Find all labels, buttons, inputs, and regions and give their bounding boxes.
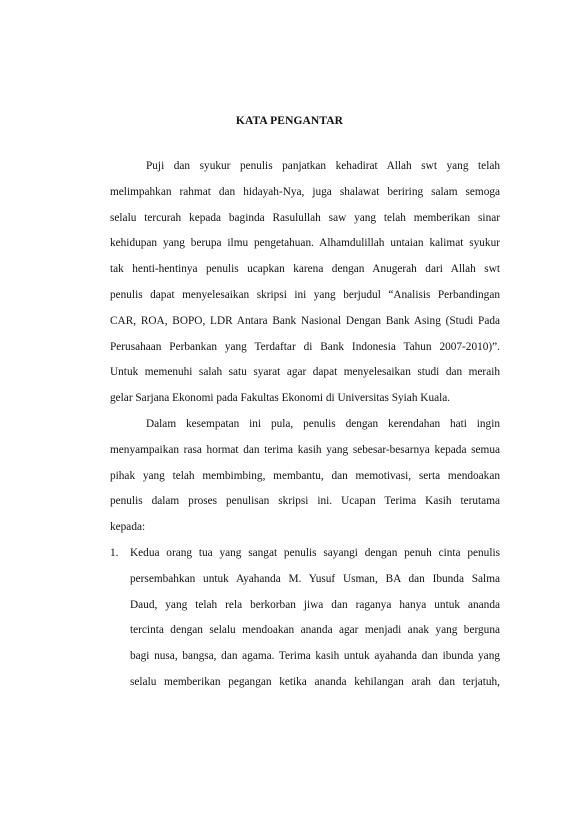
text-line: Untuk memenuhi salah satu syarat agar dapat menyelesaikan studi dan meraih <box>110 366 500 379</box>
text-line: penulis dapat menyelesaikan skripsi ini yang berjudul “Analisis Perbandingan <box>110 288 500 301</box>
text-line: kehidupan yang berupa ilmu pengetahuan. Alhamdulillah untaian kalimat syukur <box>110 237 500 250</box>
text-line: selalu tercurah kepada baginda Rasulullah saw yang telah memberikan sinar <box>110 211 500 224</box>
text-line: selalu memberikan pegangan ketika ananda kehilangan arah dan terjatuh, <box>130 675 500 688</box>
text-line: menyampaikan rasa hormat dan terima kasih yang sebesar-besarnya kepada semua <box>110 443 500 456</box>
list-number: 1. <box>110 546 119 559</box>
text-line: kepada: <box>110 521 146 534</box>
list-item <box>110 541 500 696</box>
document-body <box>110 154 500 696</box>
paragraph-2 <box>110 412 500 541</box>
text-line: tak henti-hentinya penulis ucapkan karena dengan Anugerah dari Allah swt <box>110 263 500 276</box>
text-line: bagi nusa, bangsa, dan agama. Terima kasih untuk ayahanda dan ibunda yang <box>130 650 500 663</box>
page-title: KATA PENGANTAR <box>235 115 344 127</box>
text-line: gelar Sarjana Ekonomi pada Fakultas Ekonomi di Universitas Syiah Kuala. <box>110 392 451 405</box>
text-line: Puji dan syukur penulis panjatkan kehadirat Allah swt yang telah <box>146 160 500 172</box>
text-line: Perusahaan Perbankan yang Terdaftar di Bank Indonesia Tahun 2007-2010)”. <box>110 340 500 353</box>
text-line: penulis dalam proses penulisan skripsi ini. Ucapan Terima Kasih terutama <box>110 495 500 508</box>
text-line: persembahkan untuk Ayahanda M. Yusuf Usman, BA dan Ibunda Salma <box>130 572 500 585</box>
text-line: melimpahkan rahmat dan hidayah-Nya, juga shalawat beriring salam semoga <box>110 185 500 198</box>
text-line: pihak yang telah membimbing, membantu, dan memotivasi, serta mendoakan <box>110 469 500 482</box>
paragraph-1 <box>110 154 500 412</box>
text-line: Kedua orang tua yang sangat penulis sayangi dengan penuh cinta penulis <box>130 546 500 559</box>
text-line: tercinta dengan selalu mendoakan ananda agar menjadi anak yang berguna <box>130 624 500 637</box>
text-line: Dalam kesempatan ini pula, penulis dengan kerendahan hati ingin <box>146 417 500 430</box>
text-line: CAR, ROA, BOPO, LDR Antara Bank Nasional Dengan Bank Asing (Studi Pada <box>110 314 500 327</box>
text-line: Daud, yang telah rela berkorban jiwa dan raganya hanya untuk ananda <box>130 598 500 611</box>
